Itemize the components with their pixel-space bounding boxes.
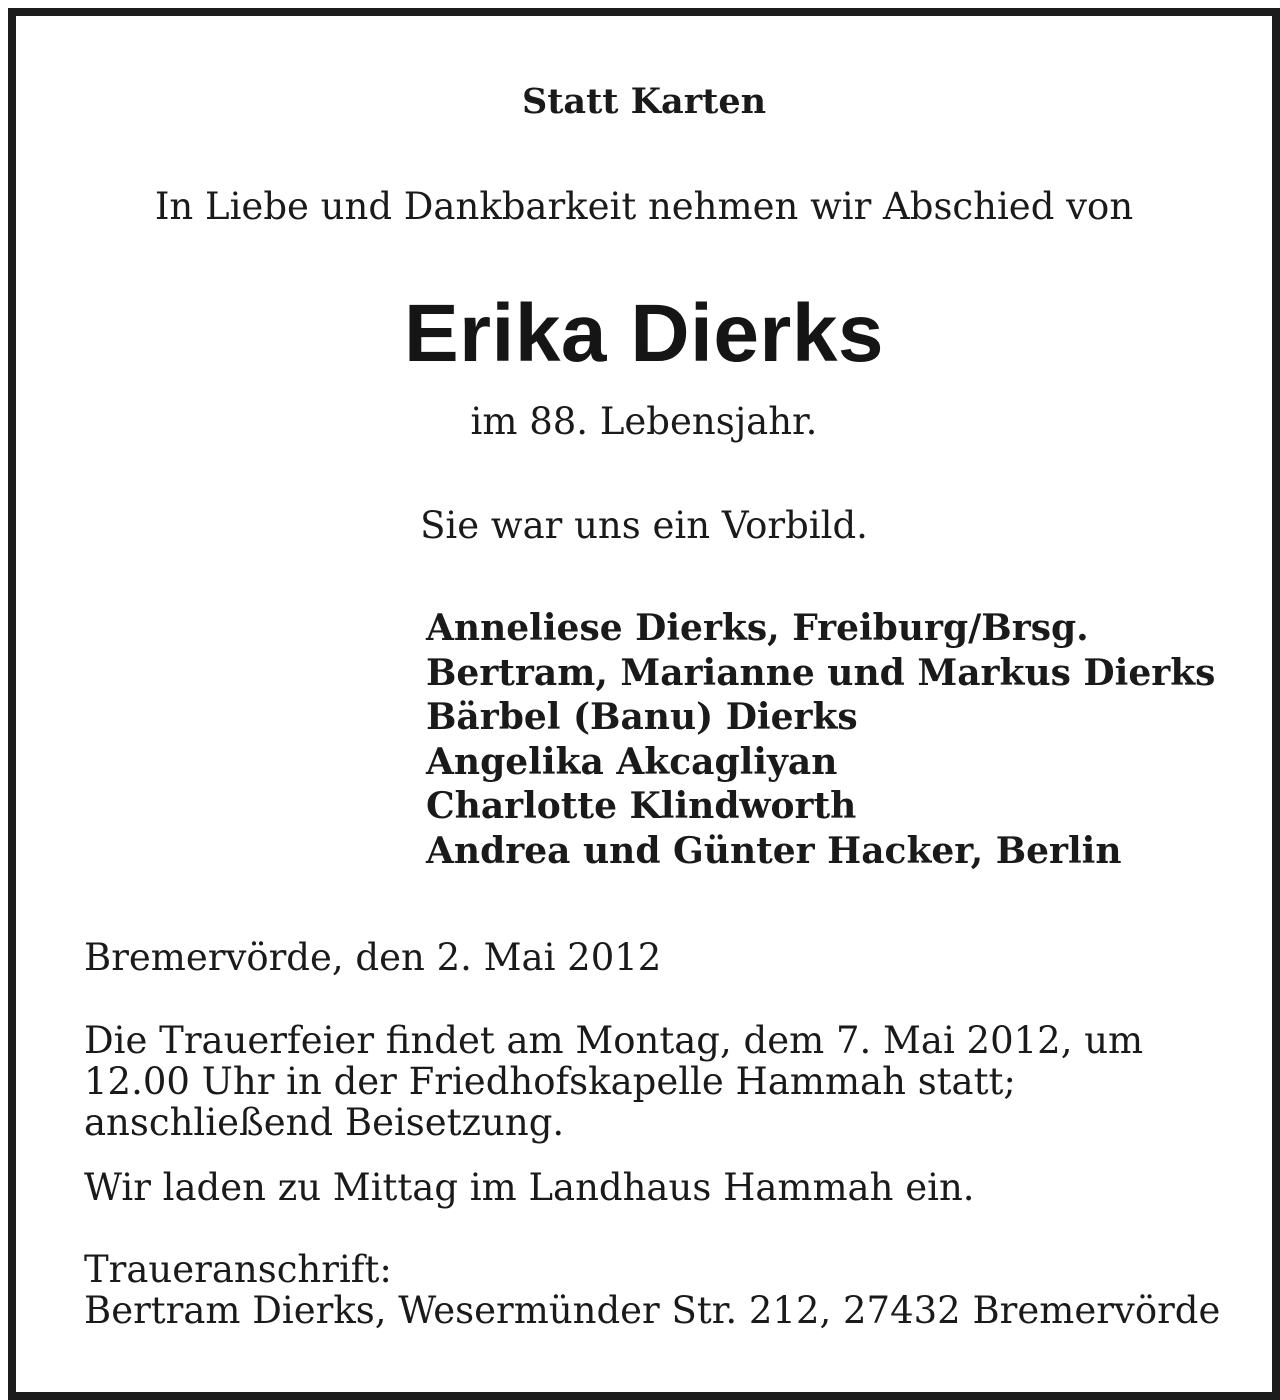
mourner-entry: Andrea und Günter Hacker, Berlin xyxy=(426,829,1122,872)
mourner-entry: Bertram, Marianne und Markus Dierks xyxy=(426,651,1216,694)
mourner-entry: Bärbel (Banu) Dierks xyxy=(426,696,858,738)
address-text: Bertram Dierks, Wesermünder Str. 212, 27432 Bremervörde xyxy=(84,1289,1221,1332)
mourner-entry: Anneliese Dierks, Freiburg/Brsg. xyxy=(426,607,1089,649)
ceremony-info xyxy=(84,1020,1143,1143)
deceased-name: Erika Dierks xyxy=(403,288,885,379)
ceremony-line: 12.00 Uhr in der Friedhofskapelle Hammah statt; xyxy=(84,1060,1016,1103)
lunch-invitation-text: Wir laden zu Mittag im Landhaus Hammah ein. xyxy=(84,1166,975,1209)
ceremony-line: Die Trauerfeier findet am Montag, dem 7. Mai 2012, um xyxy=(84,1019,1144,1062)
mourners-list xyxy=(426,606,1215,873)
mourner-entry: Angelika Akcagliyan xyxy=(426,740,838,783)
mourning-address xyxy=(84,1249,1220,1331)
age-line: im 88. Lebensjahr. xyxy=(470,400,818,443)
ceremony-line: anschließend Beisetzung. xyxy=(84,1101,565,1144)
obituary-notice xyxy=(8,8,1280,1400)
place-date: Bremervörde, den 2. Mai 2012 xyxy=(84,936,662,979)
intro-line: In Liebe und Dankbarkeit nehmen wir Abschied von xyxy=(154,185,1134,228)
lunch-invitation xyxy=(84,1167,975,1208)
notice-header: Statt Karten xyxy=(521,81,767,122)
mourner-entry: Charlotte Klindworth xyxy=(426,785,857,827)
address-label: Traueranschrift: xyxy=(84,1248,392,1291)
motto-line: Sie war uns ein Vorbild. xyxy=(420,504,868,547)
